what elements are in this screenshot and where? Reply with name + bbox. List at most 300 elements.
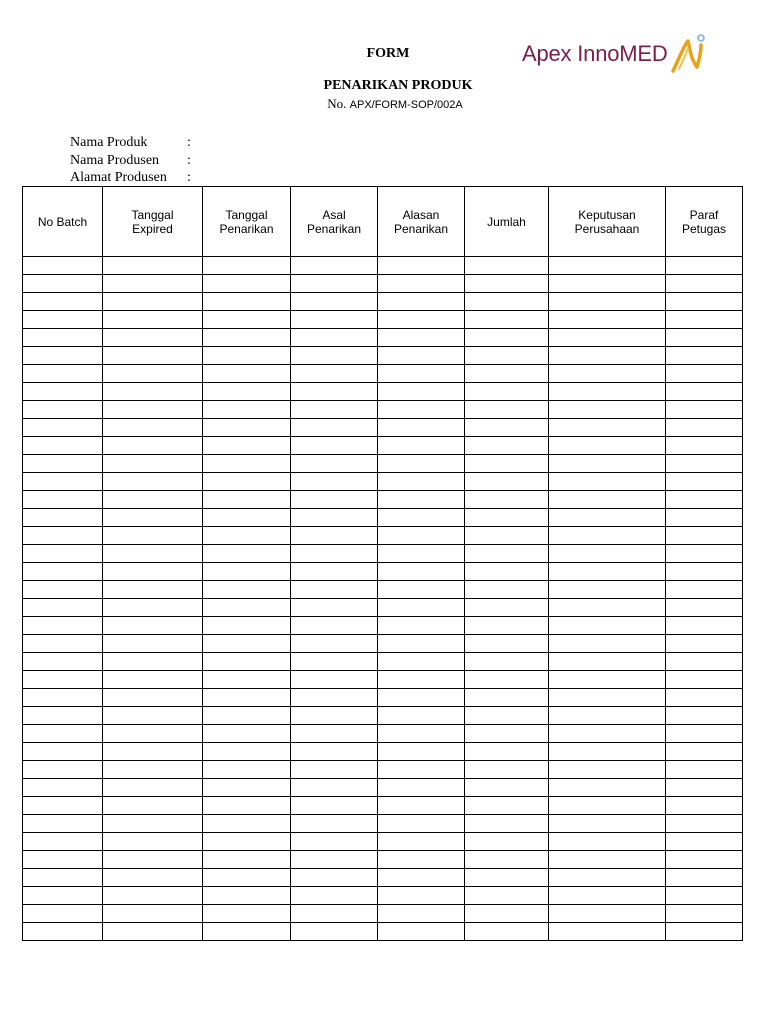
- table-cell: [549, 707, 666, 725]
- table-cell: [465, 347, 549, 365]
- table-cell: [291, 329, 378, 347]
- table-cell: [666, 815, 743, 833]
- table-cell: [291, 617, 378, 635]
- table-cell: [378, 545, 465, 563]
- table-cell: [203, 419, 291, 437]
- table-cell: [465, 635, 549, 653]
- table-cell: [666, 527, 743, 545]
- table-cell: [666, 761, 743, 779]
- table-cell: [378, 473, 465, 491]
- table-cell: [291, 293, 378, 311]
- table-cell: [23, 797, 103, 815]
- table-cell: [465, 401, 549, 419]
- table-cell: [465, 437, 549, 455]
- apex-logo-icon: [671, 33, 705, 75]
- table-cell: [203, 581, 291, 599]
- table-cell: [666, 671, 743, 689]
- table-cell: [203, 635, 291, 653]
- table-cell: [103, 293, 203, 311]
- table-row: [23, 491, 743, 509]
- table-cell: [378, 689, 465, 707]
- table-cell: [103, 671, 203, 689]
- table-cell: [291, 599, 378, 617]
- table-cell: [103, 383, 203, 401]
- table-row: [23, 779, 743, 797]
- table-cell: [465, 671, 549, 689]
- table-cell: [465, 311, 549, 329]
- table-cell: [291, 869, 378, 887]
- table-cell: [203, 905, 291, 923]
- field-label: Nama Produk: [70, 135, 148, 150]
- table-cell: [465, 293, 549, 311]
- table-cell: [23, 725, 103, 743]
- table-cell: [291, 347, 378, 365]
- table-cell: [23, 563, 103, 581]
- table-cell: [291, 707, 378, 725]
- table-cell: [378, 725, 465, 743]
- table-cell: [378, 779, 465, 797]
- table-cell: [23, 401, 103, 419]
- table-cell: [666, 689, 743, 707]
- table-cell: [203, 365, 291, 383]
- table-cell: [291, 743, 378, 761]
- table-cell: [666, 869, 743, 887]
- document-number-code: APX/FORM-SOP/002A: [349, 99, 463, 111]
- table-cell: [378, 419, 465, 437]
- table-cell: [666, 617, 743, 635]
- table-cell: [291, 257, 378, 275]
- table-cell: [23, 779, 103, 797]
- logo-text: Apex InnoMED: [522, 41, 668, 66]
- table-cell: [103, 365, 203, 383]
- field-nama-produk: [70, 134, 191, 152]
- table-row: [23, 311, 743, 329]
- table-cell: [666, 311, 743, 329]
- table-cell: [378, 527, 465, 545]
- table-cell: [103, 761, 203, 779]
- table-cell: [465, 887, 549, 905]
- table-cell: [103, 581, 203, 599]
- table-cell: [291, 635, 378, 653]
- table-cell: [549, 797, 666, 815]
- table-cell: [666, 797, 743, 815]
- table-cell: [465, 725, 549, 743]
- table-cell: [465, 419, 549, 437]
- table-cell: [103, 455, 203, 473]
- table-cell: [291, 797, 378, 815]
- table-cell: [666, 887, 743, 905]
- table-cell: [203, 275, 291, 293]
- table-cell: [291, 527, 378, 545]
- table-cell: [103, 779, 203, 797]
- table-cell: [23, 581, 103, 599]
- table-cell: [549, 923, 666, 941]
- table-cell: [465, 275, 549, 293]
- table-cell: [378, 347, 465, 365]
- field-label: Nama Produsen: [70, 152, 160, 168]
- table-cell: [103, 275, 203, 293]
- table-cell: [103, 869, 203, 887]
- table-cell: [291, 383, 378, 401]
- table-cell: [378, 653, 465, 671]
- table-cell: [666, 419, 743, 437]
- table-cell: [103, 509, 203, 527]
- table-cell: [103, 815, 203, 833]
- table-cell: [549, 509, 666, 527]
- table-cell: [203, 617, 291, 635]
- table-cell: [23, 833, 103, 851]
- table-cell: [666, 653, 743, 671]
- table-cell: [203, 509, 291, 527]
- table-cell: [666, 401, 743, 419]
- table-cell: [23, 347, 103, 365]
- table-cell: [465, 455, 549, 473]
- table-cell: [23, 455, 103, 473]
- table-cell: [666, 581, 743, 599]
- table-cell: [203, 707, 291, 725]
- table-cell: [378, 437, 465, 455]
- table-row: [23, 653, 743, 671]
- table-cell: [549, 725, 666, 743]
- table-row: [23, 365, 743, 383]
- table-cell: [103, 923, 203, 941]
- table-cell: [291, 923, 378, 941]
- table-cell: [203, 527, 291, 545]
- table-cell: [291, 455, 378, 473]
- table-row: [23, 275, 743, 293]
- table-cell: [291, 365, 378, 383]
- table-cell: [23, 419, 103, 437]
- table-cell: [203, 329, 291, 347]
- table-cell: [203, 455, 291, 473]
- table-row: [23, 509, 743, 527]
- table-cell: [203, 347, 291, 365]
- table-cell: [549, 851, 666, 869]
- table-cell: [549, 455, 666, 473]
- table-cell: [103, 851, 203, 869]
- table-cell: [666, 851, 743, 869]
- table-cell: [378, 365, 465, 383]
- table-cell: [666, 563, 743, 581]
- table-cell: [549, 887, 666, 905]
- table-row: [23, 383, 743, 401]
- table-cell: [378, 833, 465, 851]
- column-header-jumlah: Jumlah: [465, 187, 549, 257]
- table-cell: [291, 581, 378, 599]
- table-cell: [465, 617, 549, 635]
- table-header-row: [23, 187, 743, 257]
- table-cell: [103, 599, 203, 617]
- table-row: [23, 527, 743, 545]
- column-header-no-batch: No Batch: [23, 187, 103, 257]
- table-row: [23, 635, 743, 653]
- table-cell: [378, 329, 465, 347]
- table-cell: [103, 887, 203, 905]
- table-cell: [203, 779, 291, 797]
- table-cell: [549, 779, 666, 797]
- field-separator: :: [187, 152, 191, 168]
- table-cell: [23, 905, 103, 923]
- table-cell: [103, 347, 203, 365]
- table-cell: [549, 689, 666, 707]
- table-cell: [291, 419, 378, 437]
- table-cell: [103, 905, 203, 923]
- table-cell: [291, 671, 378, 689]
- table-cell: [378, 797, 465, 815]
- table-cell: [666, 455, 743, 473]
- table-cell: [23, 599, 103, 617]
- table-cell: [465, 563, 549, 581]
- table-row: [23, 797, 743, 815]
- table-cell: [103, 743, 203, 761]
- table-cell: [203, 545, 291, 563]
- table-row: [23, 401, 743, 419]
- table-cell: [378, 815, 465, 833]
- table-cell: [103, 617, 203, 635]
- table-row: [23, 581, 743, 599]
- table-cell: [549, 599, 666, 617]
- table-cell: [23, 365, 103, 383]
- table-cell: [549, 617, 666, 635]
- table-cell: [666, 905, 743, 923]
- table-cell: [666, 725, 743, 743]
- table-cell: [23, 635, 103, 653]
- table-cell: [378, 761, 465, 779]
- table-cell: [666, 329, 743, 347]
- table-row: [23, 743, 743, 761]
- table-cell: [23, 383, 103, 401]
- table-cell: [23, 527, 103, 545]
- table-row: [23, 419, 743, 437]
- table-cell: [465, 689, 549, 707]
- table-cell: [465, 869, 549, 887]
- form-subtitle: PENARIKAN PRODUK: [323, 78, 473, 93]
- table-cell: [23, 275, 103, 293]
- table-cell: [103, 725, 203, 743]
- table-cell: [549, 329, 666, 347]
- table-cell: [549, 365, 666, 383]
- table-cell: [378, 455, 465, 473]
- table-cell: [465, 707, 549, 725]
- table-cell: [103, 329, 203, 347]
- table-cell: [378, 311, 465, 329]
- table-cell: [291, 815, 378, 833]
- table-cell: [203, 257, 291, 275]
- table-cell: [378, 383, 465, 401]
- table-cell: [203, 887, 291, 905]
- table-cell: [23, 509, 103, 527]
- table-cell: [203, 923, 291, 941]
- table-cell: [291, 473, 378, 491]
- table-row: [23, 689, 743, 707]
- table-cell: [23, 473, 103, 491]
- table-cell: [549, 671, 666, 689]
- table-cell: [203, 437, 291, 455]
- table-cell: [378, 923, 465, 941]
- table-cell: [378, 401, 465, 419]
- field-nama-produsen: [70, 152, 191, 170]
- table-cell: [203, 689, 291, 707]
- table-cell: [103, 419, 203, 437]
- table-cell: [103, 257, 203, 275]
- table-cell: [23, 923, 103, 941]
- table-cell: [203, 851, 291, 869]
- table-cell: [23, 887, 103, 905]
- table-cell: [549, 527, 666, 545]
- table-cell: [465, 581, 549, 599]
- table-cell: [103, 707, 203, 725]
- table-cell: [549, 473, 666, 491]
- table-cell: [666, 635, 743, 653]
- table-cell: [203, 653, 291, 671]
- field-separator: :: [187, 170, 191, 185]
- table-cell: [203, 743, 291, 761]
- table-cell: [23, 293, 103, 311]
- table-cell: [465, 257, 549, 275]
- table-cell: [378, 887, 465, 905]
- column-header-keputusan-perusahaan: Keputusan Perusahaan: [549, 187, 666, 257]
- column-header-tanggal-expired: Tanggal Expired: [103, 187, 203, 257]
- table-cell: [378, 581, 465, 599]
- document-number-prefix: No.: [327, 96, 347, 111]
- table-cell: [203, 815, 291, 833]
- field-separator: :: [187, 135, 191, 150]
- table-cell: [549, 815, 666, 833]
- table-cell: [549, 437, 666, 455]
- table-row: [23, 815, 743, 833]
- table-cell: [465, 527, 549, 545]
- table-cell: [291, 563, 378, 581]
- table-cell: [291, 437, 378, 455]
- table-body: [23, 257, 743, 941]
- table-cell: [666, 545, 743, 563]
- table-row: [23, 257, 743, 275]
- table-cell: [203, 761, 291, 779]
- table-cell: [666, 275, 743, 293]
- table-cell: [291, 887, 378, 905]
- table-cell: [549, 347, 666, 365]
- table-row: [23, 617, 743, 635]
- table-cell: [291, 779, 378, 797]
- table-cell: [378, 563, 465, 581]
- table-cell: [549, 833, 666, 851]
- table-cell: [103, 797, 203, 815]
- table-cell: [378, 509, 465, 527]
- table-cell: [103, 563, 203, 581]
- table-row: [23, 329, 743, 347]
- table-cell: [291, 491, 378, 509]
- table-cell: [23, 851, 103, 869]
- table-row: [23, 455, 743, 473]
- table-cell: [465, 329, 549, 347]
- table-cell: [291, 401, 378, 419]
- table-row: [23, 869, 743, 887]
- table-cell: [23, 761, 103, 779]
- table-cell: [666, 383, 743, 401]
- column-header-paraf-petugas: Paraf Petugas: [666, 187, 743, 257]
- table-cell: [203, 383, 291, 401]
- table-cell: [291, 761, 378, 779]
- column-header-alasan-penarikan: Alasan Penarikan: [378, 187, 465, 257]
- table-cell: [465, 365, 549, 383]
- table-cell: [103, 311, 203, 329]
- table-cell: [23, 671, 103, 689]
- table-cell: [549, 545, 666, 563]
- recall-table: [22, 186, 743, 941]
- document-number: [0, 96, 768, 112]
- table-cell: [465, 653, 549, 671]
- table-cell: [203, 869, 291, 887]
- table-cell: [103, 689, 203, 707]
- table-cell: [666, 923, 743, 941]
- table-cell: [203, 491, 291, 509]
- table-cell: [378, 707, 465, 725]
- table-row: [23, 545, 743, 563]
- table-cell: [465, 743, 549, 761]
- table-cell: [465, 473, 549, 491]
- table-cell: [465, 797, 549, 815]
- field-label: Alamat Produsen: [70, 170, 167, 185]
- table-cell: [465, 779, 549, 797]
- table-cell: [378, 905, 465, 923]
- table-cell: [666, 599, 743, 617]
- table-cell: [666, 491, 743, 509]
- table-cell: [378, 293, 465, 311]
- form-title: FORM: [366, 46, 410, 61]
- table-row: [23, 761, 743, 779]
- table-cell: [103, 545, 203, 563]
- table-cell: [291, 275, 378, 293]
- table-cell: [378, 275, 465, 293]
- table-cell: [378, 851, 465, 869]
- table-cell: [465, 545, 549, 563]
- table-cell: [23, 617, 103, 635]
- table-cell: [549, 563, 666, 581]
- table-cell: [103, 437, 203, 455]
- table-cell: [378, 635, 465, 653]
- table-cell: [203, 725, 291, 743]
- table-cell: [23, 545, 103, 563]
- table-cell: [23, 491, 103, 509]
- table-row: [23, 725, 743, 743]
- table-cell: [549, 257, 666, 275]
- table-cell: [103, 401, 203, 419]
- table-cell: [465, 599, 549, 617]
- table-cell: [291, 833, 378, 851]
- table-cell: [23, 815, 103, 833]
- table-cell: [203, 833, 291, 851]
- table-cell: [103, 473, 203, 491]
- table-cell: [666, 743, 743, 761]
- table-cell: [549, 761, 666, 779]
- table-cell: [23, 743, 103, 761]
- table-cell: [666, 347, 743, 365]
- table-cell: [549, 869, 666, 887]
- table-cell: [666, 293, 743, 311]
- table-row: [23, 347, 743, 365]
- table-cell: [549, 581, 666, 599]
- table-cell: [203, 311, 291, 329]
- table-row: [23, 905, 743, 923]
- field-alamat-produsen: [70, 169, 191, 187]
- table-cell: [465, 923, 549, 941]
- table-cell: [465, 491, 549, 509]
- table-cell: [203, 563, 291, 581]
- table-cell: [291, 905, 378, 923]
- table-cell: [378, 257, 465, 275]
- table-cell: [666, 833, 743, 851]
- table-row: [23, 887, 743, 905]
